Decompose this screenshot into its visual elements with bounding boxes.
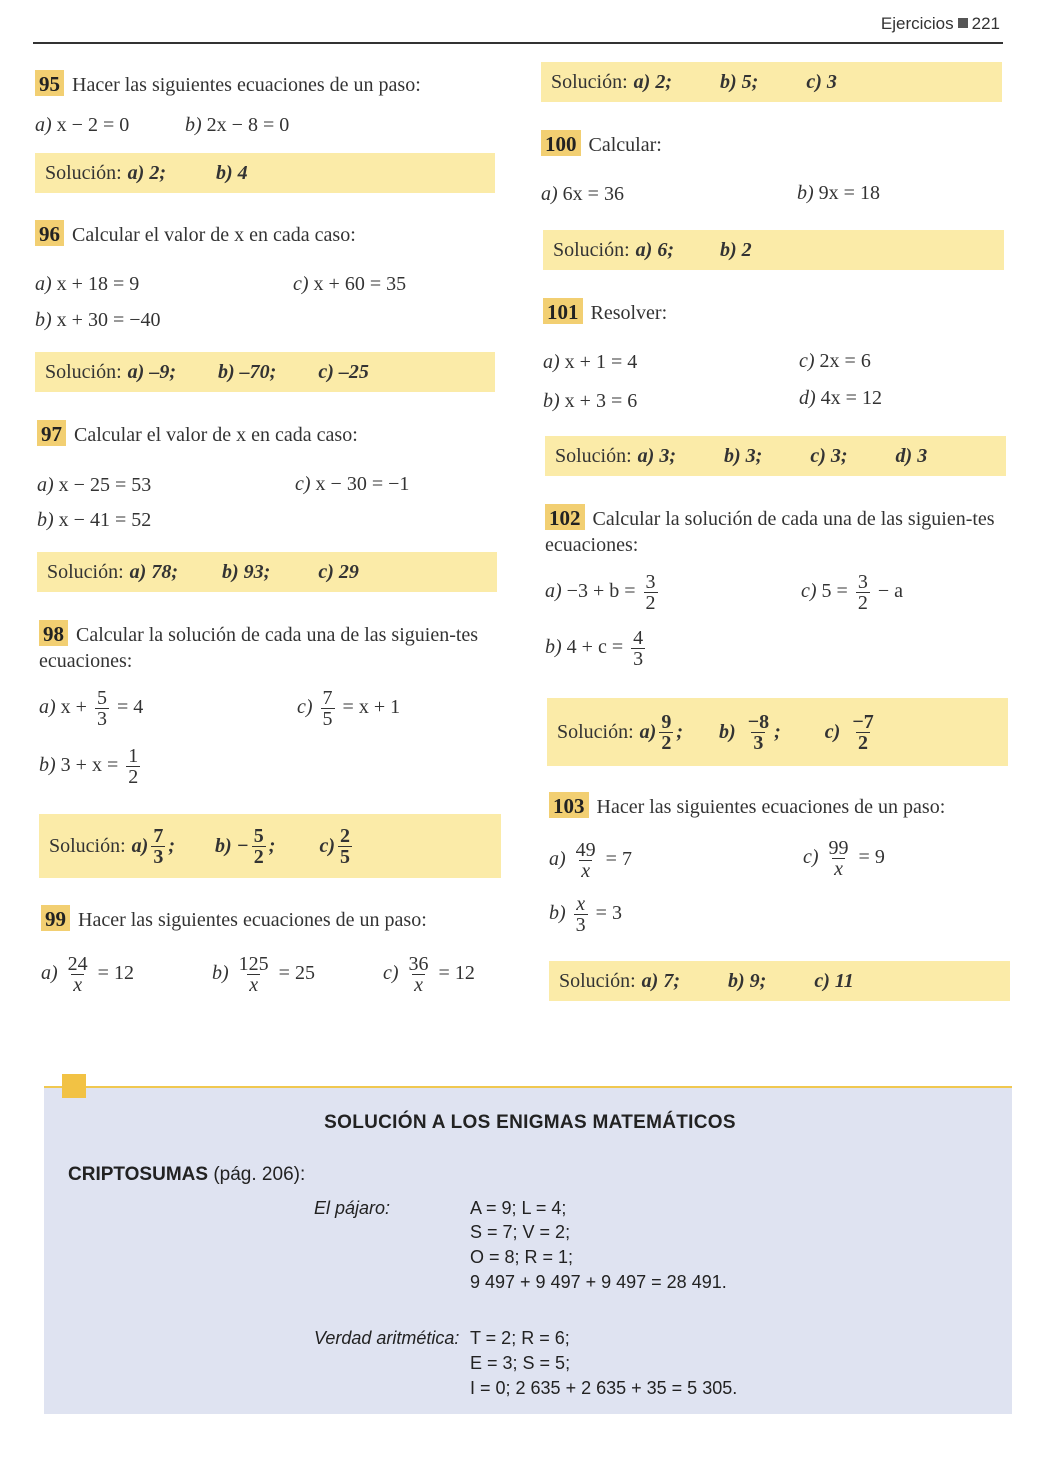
problem-102 <box>545 504 1007 558</box>
solution-b-label: b) <box>719 720 736 743</box>
solution-d: d) 3 <box>895 444 928 467</box>
solution-b-label: b) − <box>215 834 249 857</box>
equation-c: c) $\frac{36}{x}$ = 12 <box>383 953 475 996</box>
equation-c: c) $\frac{99}{x}$ = 9 <box>803 837 885 880</box>
equation-b: b) x − 41 = 52 <box>37 509 152 531</box>
numerator: 3 <box>645 571 656 593</box>
solution-c-fraction <box>850 712 875 753</box>
equation-a: a) 6x = 36 <box>541 183 624 205</box>
problem-96 <box>35 220 356 248</box>
problem-number: 101 <box>543 298 583 324</box>
problem-statement: Calcular el valor de x en cada caso: <box>72 224 356 246</box>
solution-a: a) 78; <box>129 560 178 583</box>
solution-a-label: a) <box>131 834 149 857</box>
fraction <box>574 894 588 935</box>
denominator: 3 <box>633 648 644 670</box>
equation-text: 2x − 8 = 0 <box>206 114 290 136</box>
criptosumas-heading <box>68 1164 305 1186</box>
problem-statement: Calcular: <box>588 134 662 156</box>
problem-number: 102 <box>545 504 585 530</box>
solution-b: b) 3; <box>724 444 763 467</box>
numerator: 5 <box>96 687 107 709</box>
problem-number: 97 <box>37 420 66 446</box>
numerator: −8 <box>747 710 770 733</box>
section-name: CRIPTOSUMAS <box>68 1164 209 1185</box>
fraction <box>95 688 109 729</box>
equation-text: x + 1 = 4 <box>564 351 638 373</box>
solution-box-103 <box>549 961 1010 1001</box>
solution-box-96 <box>35 352 495 392</box>
solution-c-label: c) <box>319 834 336 857</box>
solution-box-101 <box>545 436 1006 476</box>
equation-c: c) 5 = $\frac{3}{2}$ − a <box>801 571 903 614</box>
page-header <box>0 0 1060 48</box>
denominator: 2 <box>645 592 656 614</box>
equation-suffix: = 12 <box>97 962 134 985</box>
problem-statement: Hacer las siguientes ecuaciones de un paso: <box>596 796 946 818</box>
fraction <box>407 954 431 995</box>
solution-label: Solución: <box>559 969 636 992</box>
solution-label: Solución: <box>551 70 628 93</box>
denominator: 2 <box>858 731 869 754</box>
numerator: 49 <box>575 839 596 861</box>
equation-text: x + 18 = 9 <box>56 273 140 295</box>
solution-a: a) 2; <box>633 70 672 93</box>
problem-98 <box>39 620 501 674</box>
numerator: 24 <box>67 953 88 975</box>
denominator: 2 <box>253 845 264 868</box>
solution-a-fraction <box>659 712 673 753</box>
problem-number: 103 <box>549 792 589 818</box>
problem-100 <box>541 130 662 158</box>
numerator: x <box>576 893 586 915</box>
solution-a: a) 3; <box>637 444 676 467</box>
solution-b: b) 4 <box>216 161 248 184</box>
problem-statement: Calcular la solución de cada una de las siguien-tes ecuaciones: <box>39 624 479 672</box>
bird-line-3: O = 8; R = 1; <box>470 1247 574 1267</box>
denominator: x <box>834 858 843 880</box>
equation-suffix: = 4 <box>116 696 144 719</box>
equation-text: x − 2 = 0 <box>56 114 130 136</box>
separator: ; <box>168 834 176 857</box>
fraction <box>321 688 335 729</box>
solution-b: b) 93; <box>222 560 271 583</box>
equation-b: b) 9x = 18 <box>797 182 880 204</box>
problem-101 <box>543 298 667 326</box>
solution-a-fraction <box>151 826 165 867</box>
denominator: x <box>73 974 83 996</box>
denominator: 5 <box>340 845 351 868</box>
solution-c: c) –25 <box>318 360 369 383</box>
numerator: 7 <box>322 687 333 709</box>
problem-statement: Hacer las siguientes ecuaciones de un paso: <box>78 909 427 931</box>
solution-label: Solución: <box>49 834 126 857</box>
numerator: 4 <box>633 627 644 649</box>
equation-suffix: = 9 <box>858 846 885 869</box>
separator: ; <box>268 834 276 857</box>
equation-text: 4x = 12 <box>820 387 882 409</box>
problem-number: 96 <box>35 220 64 246</box>
square-marker-icon <box>62 1074 86 1098</box>
problem-number: 99 <box>41 905 70 931</box>
equation-suffix: = x + 1 <box>342 696 401 719</box>
equation-suffix: = 25 <box>278 962 315 985</box>
truth-label: Verdad aritmética: <box>314 1328 460 1348</box>
numerator: 7 <box>153 824 164 847</box>
equation-prefix: 5 = <box>821 580 848 603</box>
equation-a: a) x + 1 = 4 <box>543 351 638 373</box>
solution-c: c) 11 <box>814 969 854 992</box>
bird-label: El pájaro: <box>314 1198 391 1218</box>
equation-suffix: = 12 <box>438 962 475 985</box>
equation-c: c) 2x = 6 <box>799 350 871 372</box>
equation-prefix: −3 + b = <box>566 580 636 603</box>
numerator: 125 <box>238 953 269 975</box>
enigma-top-rule <box>44 1086 1012 1088</box>
numerator: 1 <box>128 745 139 767</box>
denominator: 3 <box>753 731 764 754</box>
equation-a: a) x + $\frac{5}{3}$ = 4 <box>39 687 144 730</box>
problem-95 <box>35 70 421 98</box>
equation-b: b) $\frac{x}{3}$ = 3 <box>549 893 622 936</box>
solution-label: Solución: <box>45 360 122 383</box>
truth-line-3: I = 0; 2 635 + 2 635 + 35 = 5 305. <box>470 1378 738 1398</box>
equation-text: x + 3 = 6 <box>564 390 638 412</box>
equation-b: b) x + 3 = 6 <box>543 390 638 412</box>
solution-b: b) 2 <box>720 238 752 261</box>
equation-d: d) 4x = 12 <box>799 387 882 409</box>
solution-box-95 <box>35 153 495 193</box>
solution-a: a) 2; <box>127 161 166 184</box>
equation-text: x + 60 = 35 <box>313 273 407 295</box>
solution-box-102 <box>547 698 1008 766</box>
problem-number: 95 <box>35 70 64 96</box>
solution-label: Solución: <box>557 720 634 743</box>
fraction <box>66 954 90 995</box>
separator: ; <box>774 720 781 743</box>
fraction <box>644 572 658 613</box>
denominator: x <box>414 974 423 996</box>
truth-line-2: E = 3; S = 5; <box>470 1353 571 1373</box>
equation-b: b) 2x − 8 = 0 <box>185 114 290 136</box>
solution-b: b) –70; <box>218 360 277 383</box>
problem-number: 98 <box>39 620 68 646</box>
truth-line-1: T = 2; R = 6; <box>470 1328 570 1348</box>
fraction <box>856 572 870 613</box>
running-head <box>881 14 1000 34</box>
equation-a: a) $\frac{49}{x}$ = 7 <box>549 839 632 882</box>
equation-suffix: = 3 <box>595 902 622 925</box>
denominator: 2 <box>128 766 139 788</box>
square-bullet-icon <box>958 18 968 28</box>
solution-c: c) 29 <box>318 560 359 583</box>
equation-b: b) x + 30 = −40 <box>35 309 161 331</box>
bird-line-2: S = 7; V = 2; <box>470 1222 571 1242</box>
page-number: 221 <box>971 14 1000 33</box>
fraction <box>827 838 851 879</box>
equation-c: c) $\frac{7}{5}$ = x + 1 <box>297 687 401 730</box>
fraction <box>574 840 598 881</box>
bird-line-1: A = 9; L = 4; <box>470 1198 567 1218</box>
page-reference: (pág. 206): <box>213 1164 306 1185</box>
solution-a: a) 7; <box>641 969 680 992</box>
denominator: 3 <box>575 914 586 936</box>
denominator: 3 <box>96 708 107 730</box>
equation-prefix: 3 + x = <box>60 754 119 777</box>
bird-line-4: 9 497 + 9 497 + 9 497 = 28 491. <box>470 1272 727 1292</box>
separator: ; <box>676 720 684 743</box>
solution-box-99 <box>541 62 1002 102</box>
equation-prefix: 4 + c = <box>566 636 624 659</box>
equation-text: 2x = 6 <box>819 350 871 372</box>
solution-a: a) 6; <box>635 238 674 261</box>
equation-b: b) $\frac{125}{x}$ = 25 <box>212 953 315 996</box>
denominator: 5 <box>322 708 333 730</box>
numerator: 99 <box>828 837 849 859</box>
section-name: Ejercicios <box>880 14 954 33</box>
solution-a: a) –9; <box>127 360 176 383</box>
solution-label: Solución: <box>47 560 124 583</box>
denominator: x <box>249 974 259 996</box>
problem-103 <box>549 792 945 820</box>
numerator: 2 <box>340 824 351 847</box>
denominator: x <box>581 860 591 882</box>
solution-c-fraction <box>338 826 352 867</box>
equation-b: b) 4 + c = $\frac{4}{3}$ <box>545 627 644 670</box>
numerator: 5 <box>253 824 264 847</box>
fraction <box>237 954 271 995</box>
equation-prefix: x + <box>60 696 87 719</box>
denominator: 3 <box>153 845 164 868</box>
problem-number: 100 <box>541 130 581 156</box>
enigma-title: SOLUCIÓN A LOS ENIGMAS MATEMÁTICOS <box>324 1112 736 1133</box>
equation-c: c) x + 60 = 35 <box>293 273 407 295</box>
equation-a: a) $\frac{24}{x}$ = 12 <box>41 953 134 996</box>
numerator: 3 <box>857 571 868 593</box>
equation-text: x + 30 = −40 <box>56 309 161 331</box>
solution-label: Solución: <box>45 161 122 184</box>
equation-a: a) x + 18 = 9 <box>35 273 140 295</box>
fraction <box>631 628 645 669</box>
equation-a: a) −3 + b = $\frac{3}{2}$ <box>545 571 656 614</box>
numerator: 36 <box>408 953 429 975</box>
solution-c: c) 3; <box>810 444 848 467</box>
equation-text: 6x = 36 <box>562 183 624 205</box>
denominator: 2 <box>857 592 868 614</box>
equation-suffix: − a <box>877 580 903 603</box>
header-rule <box>33 42 1003 44</box>
solution-box-98 <box>39 814 501 878</box>
problem-statement: Calcular el valor de x en cada caso: <box>74 424 358 446</box>
equation-a: a) x − 2 = 0 <box>35 114 130 136</box>
equation-c: c) x − 30 = −1 <box>295 473 410 495</box>
equation-a: a) x − 25 = 53 <box>37 474 152 496</box>
problem-statement: Resolver: <box>590 302 668 324</box>
problem-statement: Hacer las siguientes ecuaciones de un paso: <box>72 74 421 96</box>
solution-c-label: c) <box>824 720 841 743</box>
solution-b-fraction <box>252 826 266 867</box>
solution-box-100 <box>543 230 1004 270</box>
problem-97 <box>37 420 358 448</box>
equation-text: x − 41 = 52 <box>58 509 152 531</box>
denominator: 2 <box>661 731 672 754</box>
solution-a-label: a) <box>639 720 657 743</box>
fraction <box>126 746 140 787</box>
equation-text: x − 30 = −1 <box>315 473 410 495</box>
equation-suffix: = 7 <box>605 848 632 871</box>
solution-label: Solución: <box>553 238 630 261</box>
solution-b: b) 5; <box>720 70 759 93</box>
solution-c: c) 3 <box>806 70 837 93</box>
problem-statement: Calcular la solución de cada una de las siguien-tes ecuaciones: <box>545 508 995 556</box>
numerator: −7 <box>852 710 874 733</box>
numerator: 9 <box>661 710 672 733</box>
equation-text: x − 25 = 53 <box>58 474 152 496</box>
solution-b-fraction <box>746 712 771 753</box>
solution-b: b) 9; <box>728 969 767 992</box>
equation-b: b) 3 + x = $\frac{1}{2}$ <box>39 745 139 788</box>
equation-text: 9x = 18 <box>818 182 880 204</box>
problem-99 <box>41 905 427 933</box>
solution-label: Solución: <box>555 444 632 467</box>
solution-box-97 <box>37 552 497 592</box>
